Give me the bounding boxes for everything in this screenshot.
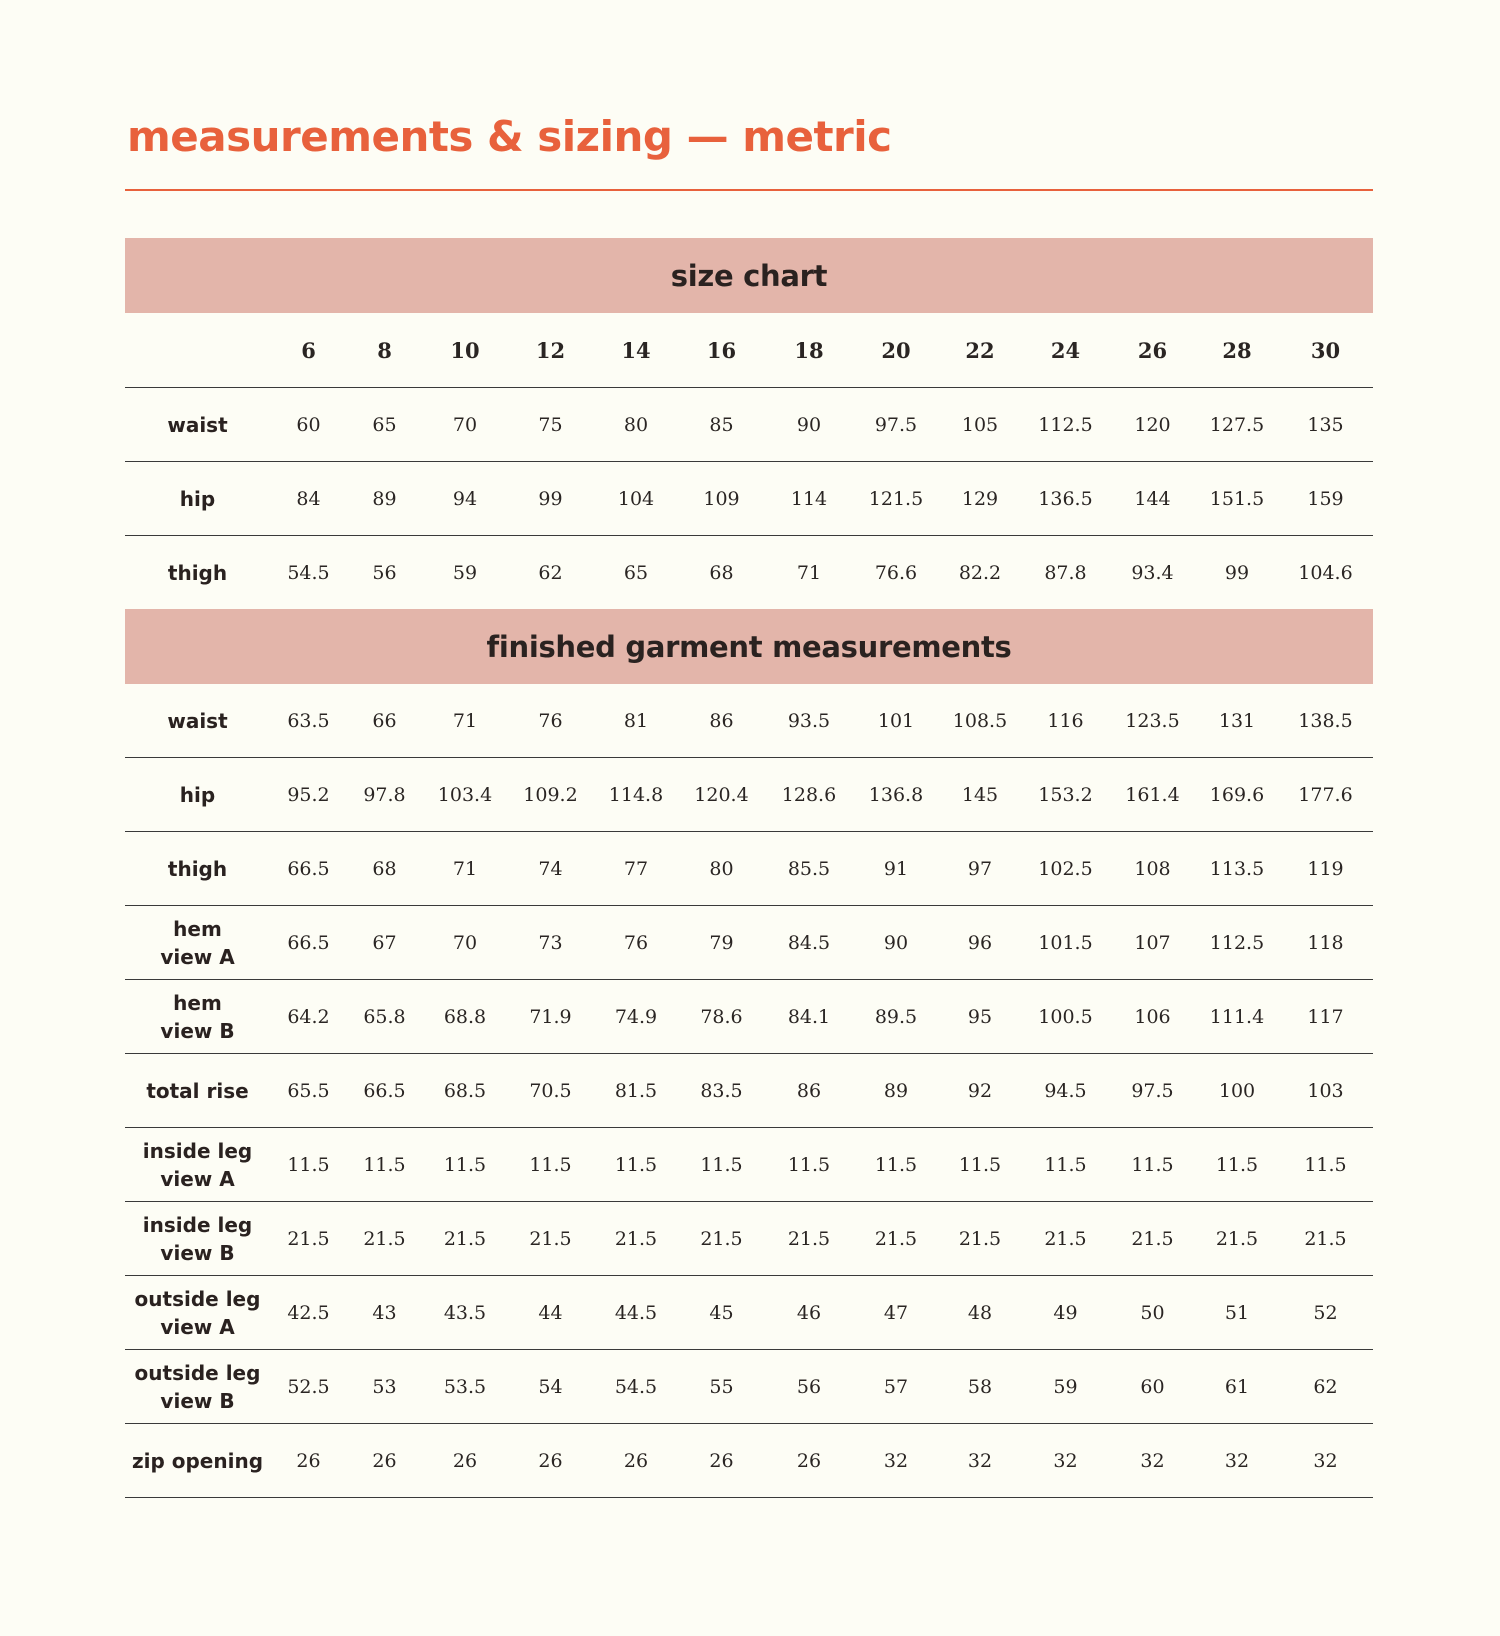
table-cell: 11.5 — [1109, 1128, 1196, 1202]
table-cell: 109.2 — [508, 758, 593, 832]
header-corner-cell — [125, 313, 270, 388]
table-row — [125, 906, 1373, 980]
row-label-line: view A — [160, 1166, 235, 1191]
table-cell: 70 — [422, 388, 508, 462]
table-cell: 94.5 — [1022, 1054, 1109, 1128]
row-label — [125, 536, 270, 610]
table-cell: 54.5 — [593, 1350, 679, 1424]
table-cell: 113.5 — [1196, 832, 1278, 906]
table-cell: 145 — [938, 758, 1022, 832]
table-cell: 106 — [1109, 980, 1196, 1054]
size-header-cell: 28 — [1196, 313, 1278, 388]
table-cell: 43.5 — [422, 1276, 508, 1350]
table-cell: 53 — [347, 1350, 422, 1424]
table-cell: 21.5 — [1278, 1202, 1373, 1276]
row-label — [125, 1202, 270, 1276]
table-cell: 21.5 — [1196, 1202, 1278, 1276]
finished-garment-title: finished garment measurements — [125, 609, 1373, 684]
size-header-cell: 10 — [422, 313, 508, 388]
table-cell: 50 — [1109, 1276, 1196, 1350]
table-cell: 76.6 — [874, 561, 918, 584]
table-cell: 26 — [422, 1424, 508, 1498]
table-cell: 92 — [938, 1054, 1022, 1128]
row-label — [125, 1350, 270, 1424]
table-cell: 58 — [938, 1350, 1022, 1424]
table-cell: 120.4 — [679, 758, 764, 832]
row-label — [125, 758, 270, 832]
row-label-line: view B — [160, 1240, 235, 1265]
table-cell: 55 — [679, 1350, 764, 1424]
table-cell: 80 — [679, 832, 764, 906]
table-cell: 44.5 — [593, 1276, 679, 1350]
table-cell: 112.5 — [1022, 388, 1109, 462]
table-cell: 54 — [508, 1350, 593, 1424]
table-row — [125, 758, 1373, 832]
table-cell: 71 — [796, 561, 822, 584]
size-header-cell: 6 — [270, 313, 347, 388]
table-cell: 89.5 — [854, 980, 938, 1054]
row-label — [125, 1054, 270, 1128]
table-cell: 21.5 — [422, 1202, 508, 1276]
table-cell: 97.5 — [854, 388, 938, 462]
row-label-line: hem — [173, 990, 222, 1015]
row-label-line: outside leg — [134, 1286, 261, 1311]
size-header-cell: 8 — [347, 313, 422, 388]
table-cell: 45 — [679, 1276, 764, 1350]
table-cell: 44 — [508, 1276, 593, 1350]
row-label-line: total rise — [146, 1078, 249, 1103]
table-row — [125, 684, 1373, 758]
measurements-table — [125, 238, 1373, 1498]
table-cell: 123.5 — [1109, 684, 1196, 758]
title-divider — [125, 189, 1373, 191]
table-cell: 21.5 — [270, 1202, 347, 1276]
table-cell: 21.5 — [938, 1202, 1022, 1276]
table-cell: 32 — [1109, 1424, 1196, 1498]
row-label — [125, 906, 270, 980]
table-row — [125, 1128, 1373, 1202]
row-label-line: hem — [173, 916, 222, 941]
row-label-line: thigh — [167, 856, 228, 881]
table-cell: 56 — [372, 561, 397, 584]
table-cell: 90 — [854, 906, 938, 980]
table-cell: 32 — [938, 1424, 1022, 1498]
row-label-line: hip — [179, 486, 216, 511]
table-cell: 74.9 — [593, 980, 679, 1054]
table-cell: 120 — [1109, 388, 1196, 462]
table-cell: 86 — [679, 684, 764, 758]
table-cell: 46 — [764, 1276, 854, 1350]
table-cell: 97.5 — [1109, 1054, 1196, 1128]
table-cell: 61 — [1196, 1350, 1278, 1424]
table-cell: 26 — [347, 1424, 422, 1498]
table-cell: 59 — [452, 561, 478, 584]
table-cell: 81.5 — [593, 1054, 679, 1128]
table-cell: 26 — [270, 1424, 347, 1498]
table-cell: 89 — [347, 462, 422, 536]
row-label-line: view B — [160, 1388, 235, 1413]
table-cell: 26 — [679, 1424, 764, 1498]
table-row — [125, 1424, 1373, 1498]
table-cell: 112.5 — [1196, 906, 1278, 980]
table-cell: 21.5 — [508, 1202, 593, 1276]
row-label-line: inside leg — [142, 1138, 253, 1163]
table-cell: 74 — [508, 832, 593, 906]
size-chart-title: size chart — [125, 238, 1373, 313]
table-cell: 99 — [1224, 561, 1250, 584]
finished-garment-band — [125, 609, 1373, 684]
table-cell: 138.5 — [1278, 684, 1373, 758]
table-cell: 32 — [1196, 1424, 1278, 1498]
table-cell: 89 — [854, 1054, 938, 1128]
table-cell: 85.5 — [764, 832, 854, 906]
table-cell: 21.5 — [1109, 1202, 1196, 1276]
table-cell: 131 — [1196, 684, 1278, 758]
table-cell: 32 — [854, 1424, 938, 1498]
table-cell: 101 — [854, 684, 938, 758]
row-label-line: waist — [167, 412, 228, 437]
table-cell: 71 — [422, 832, 508, 906]
size-header-cell: 20 — [854, 313, 938, 388]
table-cell: 83.5 — [679, 1054, 764, 1128]
page-title: measurements & sizing — metric — [127, 112, 892, 161]
table-cell: 94 — [422, 462, 508, 536]
table-cell: 62 — [538, 561, 563, 584]
table-cell: 70 — [422, 906, 508, 980]
table-cell: 100.5 — [1022, 980, 1109, 1054]
table-cell: 52 — [1278, 1276, 1373, 1350]
table-cell: 11.5 — [1196, 1128, 1278, 1202]
table-cell: 51 — [1196, 1276, 1278, 1350]
size-header-cell: 18 — [764, 313, 854, 388]
table-cell: 11.5 — [508, 1128, 593, 1202]
table-cell: 95.2 — [270, 758, 347, 832]
size-header-cell: 26 — [1109, 313, 1196, 388]
table-cell: 105 — [938, 388, 1022, 462]
table-cell: 109 — [679, 462, 764, 536]
table-row — [125, 462, 1373, 536]
table-cell: 101.5 — [1022, 906, 1109, 980]
table-row — [125, 1202, 1373, 1276]
table-cell: 144 — [1109, 462, 1196, 536]
table-cell: 52.5 — [270, 1350, 347, 1424]
table-cell: 91 — [854, 832, 938, 906]
table-cell: 21.5 — [679, 1202, 764, 1276]
table-cell: 66 — [347, 684, 422, 758]
table-cell: 32 — [1022, 1424, 1109, 1498]
table-cell: 71.9 — [508, 980, 593, 1054]
table-cell: 121.5 — [854, 462, 938, 536]
table-cell: 103 — [1278, 1054, 1373, 1128]
row-label-line: view A — [160, 944, 235, 969]
table-cell: 97.8 — [347, 758, 422, 832]
table-cell: 159 — [1278, 462, 1373, 536]
row-label — [125, 980, 270, 1054]
table-cell: 84.1 — [764, 980, 854, 1054]
table-cell: 54.5 — [287, 561, 330, 584]
row-label-line: hip — [179, 782, 216, 807]
table-cell: 136.5 — [1022, 462, 1109, 536]
table-cell: 108 — [1109, 832, 1196, 906]
table-cell: 93.4 — [1131, 561, 1174, 584]
table-cell: 80 — [593, 388, 679, 462]
table-cell: 85 — [679, 388, 764, 462]
table-cell: 26 — [764, 1424, 854, 1498]
table-cell: 63.5 — [270, 684, 347, 758]
table-cell: 153.2 — [1022, 758, 1109, 832]
size-header-cell: 12 — [508, 313, 593, 388]
row-label — [125, 1276, 270, 1350]
table-cell: 96 — [938, 906, 1022, 980]
table-cell: 62 — [1278, 1350, 1373, 1424]
size-header-cell: 14 — [593, 313, 679, 388]
table-cell: 68 — [347, 832, 422, 906]
row-label-line: inside leg — [142, 1212, 253, 1237]
table-cell: 42.5 — [270, 1276, 347, 1350]
row-label-line: thigh — [167, 560, 228, 585]
table-cell: 11.5 — [764, 1128, 854, 1202]
size-chart-band — [125, 238, 1373, 313]
size-header-cell: 24 — [1022, 313, 1109, 388]
table-cell: 99 — [508, 462, 593, 536]
table-cell: 11.5 — [938, 1128, 1022, 1202]
table-cell: 71 — [422, 684, 508, 758]
table-cell: 84.5 — [764, 906, 854, 980]
table-cell: 47 — [854, 1276, 938, 1350]
table-cell: 66.5 — [270, 832, 347, 906]
table-cell: 11.5 — [854, 1128, 938, 1202]
row-label — [125, 832, 270, 906]
table-cell: 21.5 — [1022, 1202, 1109, 1276]
table-cell: 11.5 — [1022, 1128, 1109, 1202]
table-cell: 97 — [938, 832, 1022, 906]
table-cell: 43 — [347, 1276, 422, 1350]
table-cell: 117 — [1278, 980, 1373, 1054]
table-cell: 95 — [938, 980, 1022, 1054]
table-row — [125, 1276, 1373, 1350]
table-cell: 65.5 — [270, 1054, 347, 1128]
table-cell: 87.8 — [1044, 561, 1087, 584]
table-cell: 116 — [1022, 684, 1109, 758]
table-cell: 21.5 — [854, 1202, 938, 1276]
row-label-line: zip opening — [131, 1448, 264, 1473]
table-cell: 11.5 — [679, 1128, 764, 1202]
table-cell: 93.5 — [764, 684, 854, 758]
table-cell: 32 — [1278, 1424, 1373, 1498]
table-cell: 75 — [508, 388, 593, 462]
row-label-line: view A — [160, 1314, 235, 1339]
table-cell: 64.2 — [270, 980, 347, 1054]
size-header-cell: 22 — [938, 313, 1022, 388]
table-cell: 81 — [593, 684, 679, 758]
table-cell: 107 — [1109, 906, 1196, 980]
table-cell: 84 — [270, 462, 347, 536]
table-cell: 60 — [270, 388, 347, 462]
table-cell: 129 — [938, 462, 1022, 536]
table-cell: 65.8 — [347, 980, 422, 1054]
table-cell: 79 — [679, 906, 764, 980]
table-cell: 68.5 — [422, 1054, 508, 1128]
table-cell: 118 — [1278, 906, 1373, 980]
row-label-line: waist — [167, 708, 228, 733]
table-cell: 66.5 — [347, 1054, 422, 1128]
table-cell: 114.8 — [593, 758, 679, 832]
table-cell: 78.6 — [679, 980, 764, 1054]
table-cell: 104 — [593, 462, 679, 536]
row-label-line: view B — [160, 1018, 235, 1043]
row-label — [125, 684, 270, 758]
row-label — [125, 1128, 270, 1202]
table-cell: 11.5 — [347, 1128, 422, 1202]
table-cell: 11.5 — [422, 1128, 508, 1202]
table-cell: 67 — [347, 906, 422, 980]
table-row — [125, 388, 1373, 462]
table-cell: 169.6 — [1196, 758, 1278, 832]
table-cell: 103.4 — [422, 758, 508, 832]
table-cell: 65 — [623, 561, 649, 584]
table-cell: 26 — [593, 1424, 679, 1498]
table-cell: 136.8 — [854, 758, 938, 832]
size-header-row — [125, 313, 1373, 388]
table-row — [125, 832, 1373, 906]
table-cell: 90 — [764, 388, 854, 462]
row-label — [125, 462, 270, 536]
table-cell: 21.5 — [347, 1202, 422, 1276]
table-cell: 73 — [508, 906, 593, 980]
table-cell: 70.5 — [508, 1054, 593, 1128]
table-cell: 60 — [1109, 1350, 1196, 1424]
table-cell: 161.4 — [1109, 758, 1196, 832]
table-cell: 11.5 — [1278, 1128, 1373, 1202]
row-label-line: outside leg — [134, 1360, 261, 1385]
table-cell: 68.8 — [422, 980, 508, 1054]
table-cell: 135 — [1278, 388, 1373, 462]
table-cell: 127.5 — [1196, 388, 1278, 462]
table-cell: 177.6 — [1278, 758, 1373, 832]
table-cell: 114 — [764, 462, 854, 536]
table-cell: 48 — [938, 1276, 1022, 1350]
table-cell: 151.5 — [1196, 462, 1278, 536]
table-cell: 76 — [508, 684, 593, 758]
table-cell: 11.5 — [270, 1128, 347, 1202]
table-cell: 77 — [593, 832, 679, 906]
table-cell: 119 — [1278, 832, 1373, 906]
size-header-cell: 16 — [679, 313, 764, 388]
table-cell: 68 — [709, 561, 734, 584]
row-label — [125, 388, 270, 462]
table-cell: 100 — [1196, 1054, 1278, 1128]
table-cell: 66.5 — [270, 906, 347, 980]
table-cell: 11.5 — [593, 1128, 679, 1202]
table-row — [125, 1054, 1373, 1128]
table-row — [125, 1350, 1373, 1424]
table-cell: 49 — [1022, 1276, 1109, 1350]
table-cell: 102.5 — [1022, 832, 1109, 906]
table-row — [125, 536, 1373, 610]
table-cell: 86 — [764, 1054, 854, 1128]
row-label — [125, 1424, 270, 1498]
table-cell: 108.5 — [938, 684, 1022, 758]
table-cell: 65 — [347, 388, 422, 462]
table-cell: 59 — [1022, 1350, 1109, 1424]
table-cell: 53.5 — [422, 1350, 508, 1424]
table-cell: 21.5 — [764, 1202, 854, 1276]
table-row — [125, 980, 1373, 1054]
table-cell: 128.6 — [764, 758, 854, 832]
table-cell: 104.6 — [1298, 561, 1353, 584]
table-cell: 26 — [508, 1424, 593, 1498]
table-cell: 82.2 — [958, 561, 1002, 584]
size-header-cell: 30 — [1278, 313, 1373, 388]
table-cell: 76 — [593, 906, 679, 980]
table-cell: 111.4 — [1196, 980, 1278, 1054]
table-cell: 56 — [764, 1350, 854, 1424]
table-cell: 57 — [854, 1350, 938, 1424]
table-cell: 21.5 — [593, 1202, 679, 1276]
